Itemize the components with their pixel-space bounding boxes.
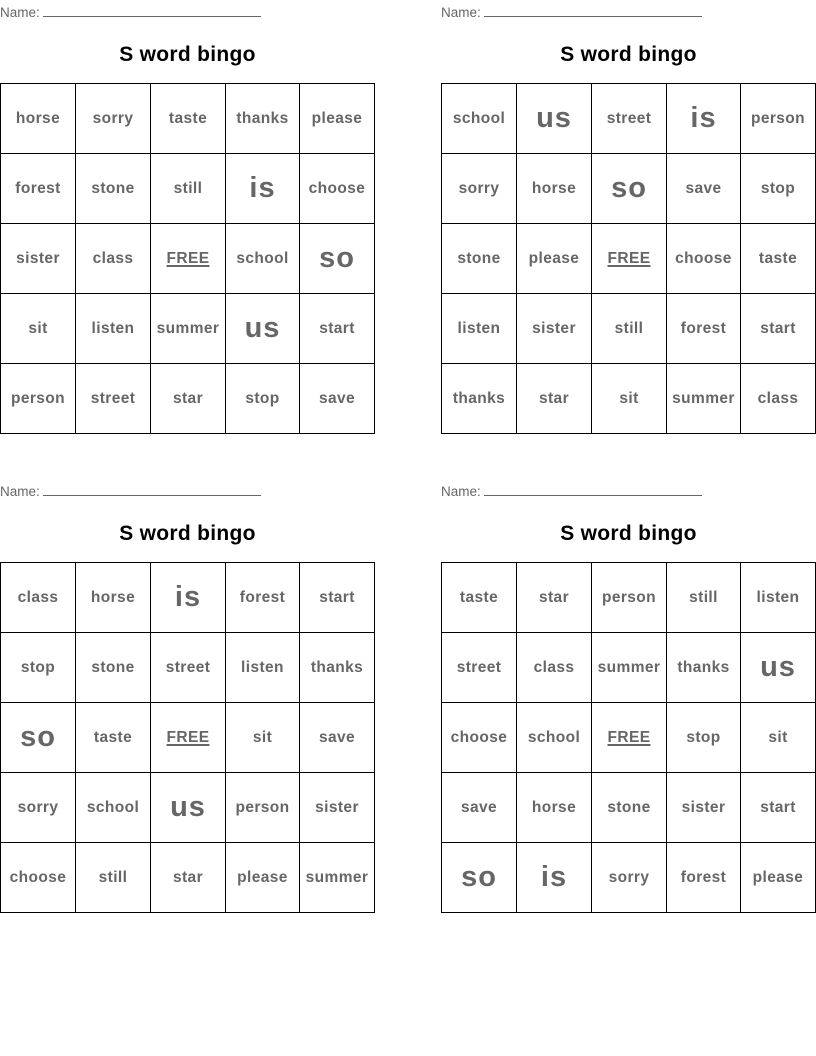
bingo-cell: stop (1, 633, 76, 703)
name-blank-line (484, 482, 702, 496)
bingo-cell: choose (442, 703, 517, 773)
bingo-cell: save (300, 703, 374, 773)
bingo-cell: sister (300, 773, 374, 843)
free-space-cell: FREE (151, 224, 226, 294)
name-line (0, 3, 261, 19)
name-blank-line (43, 482, 261, 496)
bingo-cell: save (318, 389, 356, 407)
bingo-cell: still (667, 563, 741, 633)
bingo-cell: street (151, 633, 226, 703)
bingo-cell: school (517, 703, 592, 773)
bingo-cell: stone (592, 773, 667, 843)
name-line (441, 3, 702, 19)
bingo-cell: taste (741, 224, 815, 294)
bingo-cell: is (667, 84, 741, 154)
name-line (0, 482, 261, 498)
bingo-grid (0, 562, 375, 913)
bingo-cell: sit (592, 364, 667, 433)
bingo-cell: forest (667, 843, 741, 912)
card-title: S word bingo (119, 522, 256, 545)
bingo-cell: class (76, 224, 151, 294)
bingo-cell: person (592, 563, 667, 633)
bingo-cell: us (741, 633, 815, 703)
bingo-cell: sister (1, 224, 76, 294)
bingo-cell: school (442, 84, 517, 154)
bingo-cell: is (151, 563, 226, 633)
bingo-cell: class (517, 633, 592, 703)
bingo-cell: choose (667, 224, 741, 294)
bingo-cell: sister (517, 294, 592, 364)
name-label: Name: (0, 484, 40, 499)
bingo-cell: please (752, 868, 804, 886)
card-title: S word bingo (560, 522, 697, 545)
bingo-cell: us (151, 773, 226, 843)
bingo-cell: star (517, 364, 592, 433)
bingo-cell: forest (1, 154, 76, 224)
bingo-cell: summer (305, 868, 369, 886)
bingo-cell: save (442, 773, 517, 843)
bingo-cell: thanks (226, 84, 300, 154)
bingo-cell: listen (741, 563, 815, 633)
bingo-cell: stone (76, 633, 151, 703)
bingo-cell: star (151, 364, 226, 433)
bingo-cell: is (517, 843, 592, 912)
bingo-cell: summer (667, 364, 741, 433)
name-label: Name: (441, 5, 481, 20)
bingo-cell: person (741, 84, 815, 154)
card-title: S word bingo (560, 43, 697, 66)
bingo-cell: please (226, 843, 300, 912)
bingo-cell: person (226, 773, 300, 843)
bingo-cell: stop (226, 364, 300, 433)
card-title: S word bingo (119, 43, 256, 66)
bingo-cell: summer (151, 294, 226, 364)
bingo-cell: is (226, 154, 300, 224)
bingo-cell: person (1, 364, 76, 433)
name-label: Name: (441, 484, 481, 499)
bingo-card (0, 479, 375, 913)
name-blank-line (43, 3, 261, 17)
bingo-cell: still (151, 154, 226, 224)
bingo-cell: school (226, 224, 300, 294)
bingo-cell: sit (226, 703, 300, 773)
bingo-cell: so (1, 703, 76, 773)
bingo-card (441, 479, 816, 913)
bingo-grid (441, 83, 816, 434)
bingo-cell: horse (517, 773, 592, 843)
name-blank-line (484, 3, 702, 17)
bingo-cell: street (76, 364, 151, 433)
bingo-cell: class (757, 389, 799, 407)
bingo-cell: please (300, 84, 374, 154)
bingo-cell: so (300, 224, 374, 294)
bingo-cell: us (226, 294, 300, 364)
bingo-cell: save (667, 154, 741, 224)
bingo-cell: thanks (442, 364, 517, 433)
name-label: Name: (0, 5, 40, 20)
bingo-cell: start (741, 294, 815, 364)
free-space-cell: FREE (592, 703, 667, 773)
bingo-cell: horse (1, 84, 76, 154)
bingo-cell: school (76, 773, 151, 843)
bingo-card (0, 0, 375, 434)
bingo-cell: summer (592, 633, 667, 703)
bingo-cell: still (592, 294, 667, 364)
bingo-cell: sorry (592, 843, 667, 912)
bingo-cell: star (517, 563, 592, 633)
bingo-card (441, 0, 816, 434)
name-line (441, 482, 702, 498)
bingo-cell: stop (741, 154, 815, 224)
bingo-cell: taste (76, 703, 151, 773)
bingo-cell: thanks (300, 633, 374, 703)
bingo-cell: taste (151, 84, 226, 154)
bingo-cell: choose (300, 154, 374, 224)
bingo-cell: still (76, 843, 151, 912)
bingo-cell: sorry (1, 773, 76, 843)
bingo-cell: us (517, 84, 592, 154)
bingo-cell: choose (1, 843, 76, 912)
bingo-cell: listen (442, 294, 517, 364)
bingo-cell: so (592, 154, 667, 224)
bingo-cell: sorry (76, 84, 151, 154)
bingo-cell: stop (667, 703, 741, 773)
bingo-cell: taste (442, 563, 517, 633)
bingo-cell: please (517, 224, 592, 294)
bingo-cell: sister (667, 773, 741, 843)
bingo-cell: start (300, 563, 374, 633)
bingo-cell: listen (76, 294, 151, 364)
bingo-cell: listen (226, 633, 300, 703)
bingo-cell: horse (517, 154, 592, 224)
bingo-cell: street (592, 84, 667, 154)
bingo-grid (441, 562, 816, 913)
bingo-cell: forest (226, 563, 300, 633)
free-space-cell: FREE (592, 224, 667, 294)
bingo-grid (0, 83, 375, 434)
bingo-cell: start (300, 294, 374, 364)
bingo-cell: sit (1, 294, 76, 364)
bingo-cell: star (151, 843, 226, 912)
bingo-cell: horse (76, 563, 151, 633)
bingo-cell: forest (667, 294, 741, 364)
bingo-cell: class (1, 563, 76, 633)
free-space-cell: FREE (151, 703, 226, 773)
bingo-cell: sit (741, 703, 815, 773)
bingo-cell: stone (76, 154, 151, 224)
bingo-cell: start (741, 773, 815, 843)
bingo-cell: sorry (442, 154, 517, 224)
bingo-cell: so (442, 843, 517, 912)
bingo-cell: stone (442, 224, 517, 294)
bingo-cell: thanks (667, 633, 741, 703)
bingo-cell: street (442, 633, 517, 703)
